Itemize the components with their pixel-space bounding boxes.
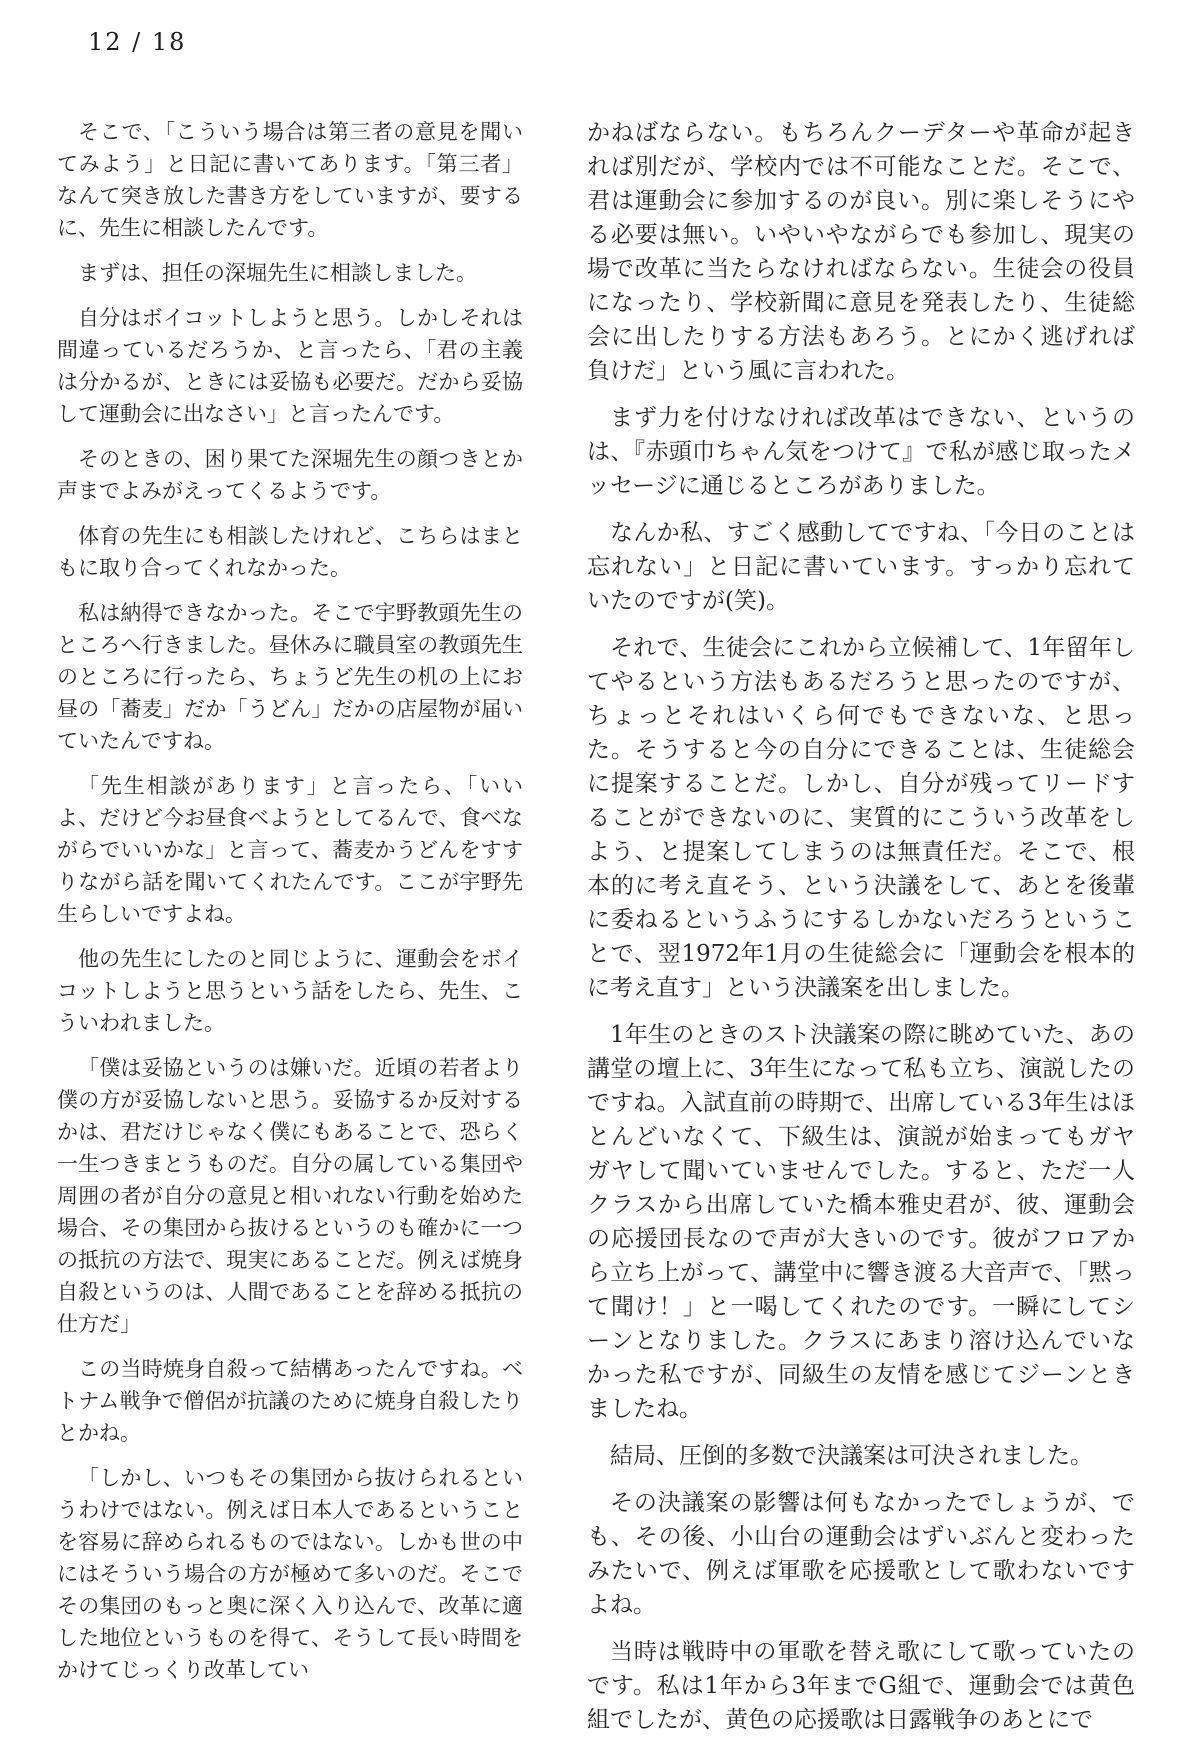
paragraph: 「しかし、いつもその集団から抜けられるというわけではない。例えば日本人であるということを容易に辞められるものではない。しかも世の中にはそういう場合の方が極めて多いのだ。そこでその集団のもっと奥に深く入り込んで、改革に適した地位というものを得て、そうして長い時間をかけてじっくり改革してい	[57, 1466, 523, 1682]
paragraph: 他の先生にしたのと同じように、運動会をボイコットしようと思うという話をしたら、先生、こういわれました。	[57, 947, 523, 1035]
paragraph: そのときの、困り果てた深堀先生の顔つきとか声までよみがえってくるようです。	[57, 447, 523, 503]
right-column	[587, 116, 1135, 1750]
paragraph: なんか私、すごく感動してですね、「今日のことは忘れない」と日記に書いています。すっかり忘れていたのですが(笑)。	[587, 520, 1135, 614]
paragraph: そこで、「こういう場合は第三者の意見を聞いてみよう」と日記に書いてあります。「第三者」なんて突き放した書き方をしていますが、要するに、先生に相談したんです。	[57, 120, 523, 240]
text-columns	[57, 116, 1135, 1750]
paragraph: それで、生徒会にこれから立候補して、1年留年してやるという方法もあるだろうと思ったのですが、ちょっとそれはいくら何でもできないな、と思った。そうすると今の自分にできることは、生徒総会に提案することだ。しかし、自分が残ってリードすることができないのに、実質的にこういう改革をしよう、と提案してしまうのは無責任だ。そこで、根本的に考え直そう、という決議をして、あとを後輩に委ねるというふうにするしかないだろうということで、翌1972年1月の生徒総会に「運動会を根本的に考え直す」という決議案を出しました。	[587, 635, 1135, 1001]
paragraph: まずは、担任の深堀先生に相談しました。	[78, 261, 477, 285]
paragraph: その決議案の影響は何もなかったでしょうが、でも、その後、小山台の運動会はずいぶんと変わったみたいで、例えば軍歌を応援歌として歌わないですよね。	[587, 1490, 1135, 1618]
page-number: 12 / 18	[88, 28, 187, 56]
paragraph: この当時焼身自殺って結構あったんですね。ベトナム戦争で僧侶が抗議のために焼身自殺したりとかね。	[57, 1357, 523, 1445]
left-column	[57, 116, 523, 1750]
paragraph: 「先生相談があります」と言ったら、「いいよ、だけど今お昼食べようとしてるんで、食べながらでいいかな」と言って、蕎麦かうどんをすすりながら話を聞いてくれたんです。ここが宇野先生らしいですよね。	[57, 774, 523, 926]
paragraph: まず力を付けなければ改革はできない、というのは、『赤頭巾ちゃん気をつけて』で私が感じ取ったメッセージに通じるところがありました。	[587, 405, 1135, 499]
paragraph: 結局、圧倒的多数で決議案は可決されました。	[610, 1443, 1093, 1469]
paragraph: 当時は戦時中の軍歌を替え歌にして歌っていたのです。私は1年から3年までG組で、運動会では黄色組でしたが、黄色の応援歌は日露戦争のあとにで	[587, 1639, 1135, 1733]
paragraph: 私は納得できなかった。そこで宇野教頭先生のところへ行きました。昼休みに職員室の教頭先生のところに行ったら、ちょうど先生の机の上にお昼の「蕎麦」だか「うどん」だかの店屋物が届いていたんですね。	[57, 601, 523, 753]
paragraph: 体育の先生にも相談したけれど、こちらはまともに取り合ってくれなかった。	[57, 524, 523, 580]
paragraph: 1年生のときのスト決議案の際に眺めていた、あの講堂の壇上に、3年生になって私も立ち、演説したのですね。入試直前の時期で、出席している3年生はほとんどいなくて、下級生は、演説が始まってもガヤガヤして聞いていませんでした。すると、ただ一人クラスから出席していた橋本雅史君が、彼、運動会の応援団長なので声が大きいのです。彼がフロアから立ち上がって、講堂中に響き渡る大音声で、「黙って聞け！」と一喝してくれたのです。一瞬にしてシーンとなりました。クラスにあまり溶け込んでいなかった私ですが、同級生の友情を感じてジーンときましたね。	[587, 1022, 1135, 1422]
paragraph: 自分はボイコットしようと思う。しかしそれは間違っているだろうか、と言ったら、「君の主義は分かるが、ときには妥協も必要だ。だから妥協して運動会に出なさい」と言ったんです。	[57, 306, 523, 426]
paragraph: 「僕は妥協というのは嫌いだ。近頃の若者より僕の方が妥協しないと思う。妥協するか反対するかは、君だけじゃなく僕にもあることで、恐らく一生つきまとうものだ。自分の属している集団や周囲の者が自分の意見と相いれない行動を始めた場合、その集団から抜けるというのも確かに一つの抵抗の方法で、現実にあることだ。例えば焼身自殺というのは、人間であることを辞める抵抗の仕方だ」	[57, 1056, 523, 1336]
paragraph-continuation: かねばならない。もちろんクーデターや革命が起きれば別だが、学校内では不可能なことだ。そこで、君は運動会に参加するのが良い。別に楽しそうにやる必要は無い。いやいやながらでも参加し、現実の場で改革に当たらなければならない。生徒会の役員になったり、学校新聞に意見を発表したり、生徒総会に出したりする方法もあろう。とにかく逃げれば負けだ」という風に言われた。	[587, 120, 1135, 384]
